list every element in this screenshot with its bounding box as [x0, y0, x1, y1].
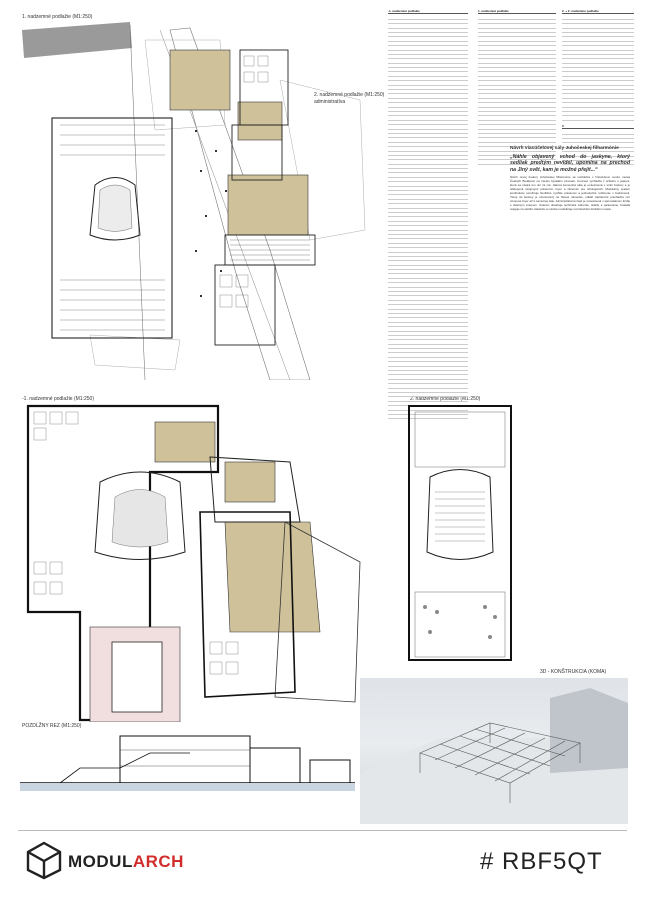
caption-second-floor: 2. nadzemné podlažie (M1:250)	[314, 92, 385, 98]
room-table-upper-header: 2. + 2. nadzemné podlažie	[562, 10, 634, 14]
caption-administrative: administratíva	[314, 99, 346, 105]
brand-name	[68, 852, 184, 872]
room-table-basement-header: -1. nadzemné podlažie	[388, 10, 468, 14]
longitudinal-section	[20, 728, 355, 798]
construction-render-graphic	[360, 678, 628, 824]
description-body: Návrh novej budovy Juhočeskej filharmónie sa nachádza v historickom centre mesta Českých Budějovic na mieste bývalého pivovaru. Koncept vychádza z príbehu o jaskyni, ktorá sa otvára len raz za rok. Hlavná koncertná sála je umiestnená v srdci budovy a je obklopená vstupnými priestormi, foyer a zázemím pre účinkujúcich. Modulárny systém konštrukcie umožňuje flexibilné využitie priestorov a jednoduché rozšírenie v budúcnosti. Vstup do budovy je orientovaný na hlavné námestie, odkiaľ návštevník prechádza cez otvorené foyer až k samotnej sále. Administratívna časť je umiestnená v samostatnom krídle s vlastným vstupom. Suterén obsahuje technické zázemie, sklady a parkovanie. Fasáda reaguje na okolitú zástavbu a mierkou nadväzuje na historickú štruktúru mesta.	[510, 175, 630, 212]
modularch-logo-icon	[24, 840, 64, 880]
caption-construction: 3D - KONŠTRUKCIA (KOMA)	[540, 669, 607, 675]
caption-ground-floor: 1. nadzemné podlažie (M1:250)	[22, 14, 93, 20]
footer-divider	[18, 830, 627, 831]
project-description	[510, 146, 630, 211]
caption-basement: -1. nadzemné podlažie (M1:250)	[22, 396, 94, 402]
room-table-basement	[388, 10, 468, 419]
construction-render	[360, 678, 628, 824]
room-table-ground	[478, 10, 556, 165]
brand-name-accent: ARCH	[132, 852, 184, 871]
description-quote: „Náhle objavený vchod do jaskyne, ktorý sedliak predtým nevidel, upomína na prechod na Jiný svět, kam je možné přejít...“	[510, 154, 630, 173]
second-floor-right-plan	[405, 402, 515, 664]
room-table-upper-header-2: 2.	[562, 125, 634, 129]
caption-second-floor-right: 2. nadzemné podlažie (M1:250)	[410, 396, 481, 402]
basement-plan	[20, 402, 365, 722]
brand-name-main: MODUL	[68, 852, 133, 871]
room-table-upper	[562, 10, 634, 165]
caption-section: POZDĹŽNY REZ (M1:250)	[22, 723, 82, 729]
room-table-ground-header: 1. nadzemné podlažie	[478, 10, 556, 14]
project-code: # RBF5QT	[480, 848, 603, 875]
ground-floor-plan	[20, 20, 380, 380]
description-title: Návrh viacúčelovej sály Juhočeskej filharmónie	[510, 146, 619, 151]
table-row	[562, 116, 634, 120]
